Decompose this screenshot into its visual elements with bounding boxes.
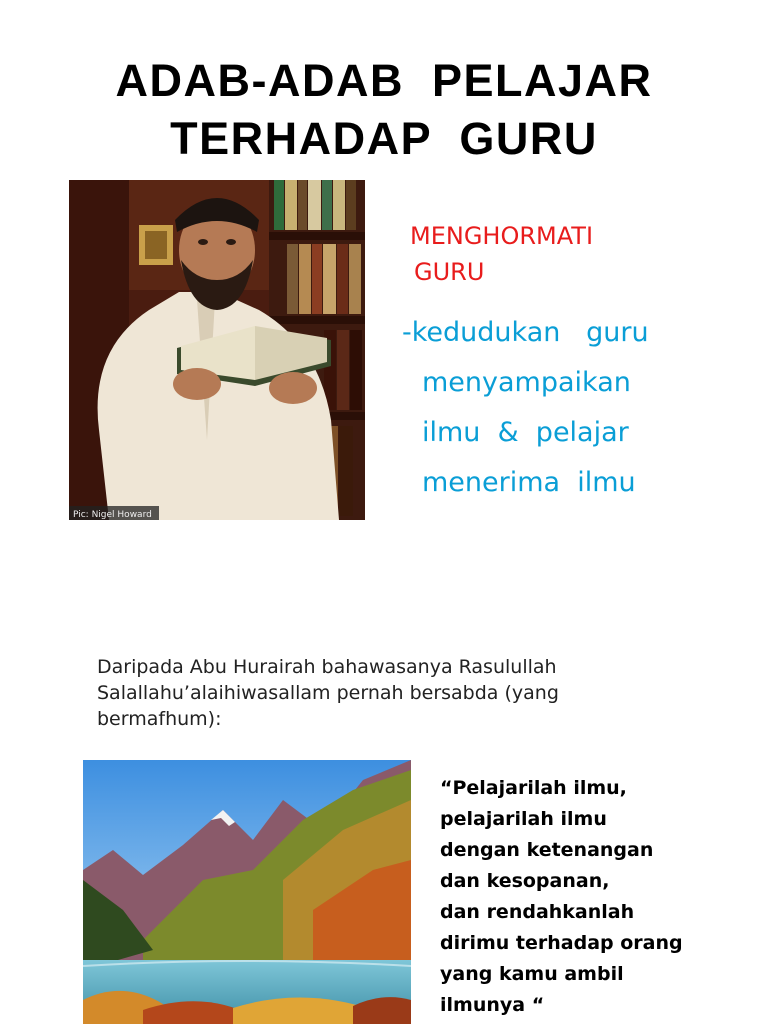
hadith-narration bbox=[97, 654, 657, 732]
quote-line: dan rendahkanlah bbox=[440, 901, 635, 923]
title-line-1: ADAB-ADAB PELAJAR bbox=[115, 55, 653, 106]
narration-line: bermafhum): bbox=[97, 708, 222, 730]
slide-title bbox=[0, 52, 768, 168]
narration-line: Salallahu’alaihiwasallam pernah bersabda (yang bbox=[97, 682, 559, 704]
quote-line: ilmunya “ bbox=[440, 994, 545, 1016]
quote-line: yang kamu ambil bbox=[440, 963, 624, 985]
photo-caption: Pic: Nigel Howard bbox=[73, 510, 152, 520]
heading-line-2: GURU bbox=[414, 258, 485, 286]
heading-line-1: MENGHORMATI bbox=[410, 222, 594, 250]
title-line-2: TERHADAP GURU bbox=[170, 113, 598, 164]
quote-line: dan kesopanan, bbox=[440, 870, 610, 892]
section-description bbox=[402, 308, 649, 508]
teacher-photo bbox=[69, 180, 365, 520]
quote-line: dirimu terhadap orang bbox=[440, 932, 683, 954]
desc-line: menyampaikan bbox=[422, 367, 631, 398]
landscape-photo bbox=[83, 760, 411, 1024]
desc-line: ilmu & pelajar bbox=[422, 417, 629, 448]
section-heading bbox=[410, 218, 593, 290]
desc-line: menerima ilmu bbox=[422, 467, 636, 498]
hadith-quote bbox=[440, 773, 683, 1021]
quote-line: pelajarilah ilmu bbox=[440, 808, 607, 830]
narration-line: Daripada Abu Hurairah bahawasanya Rasulullah bbox=[97, 656, 557, 678]
desc-line: -kedudukan guru bbox=[402, 317, 649, 348]
quote-line: “Pelajarilah ilmu, bbox=[440, 777, 627, 799]
quote-line: dengan ketenangan bbox=[440, 839, 654, 861]
